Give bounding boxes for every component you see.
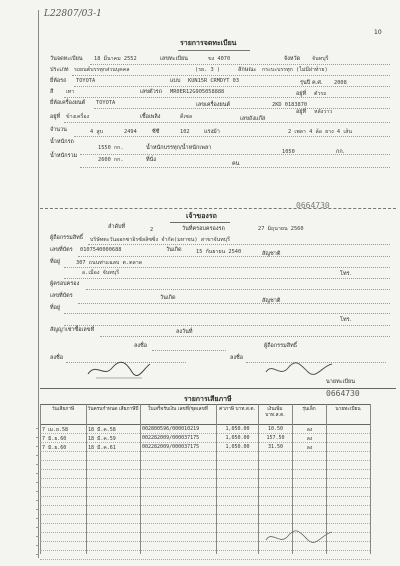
row6-dots bbox=[64, 122, 390, 123]
row-tick-mark bbox=[36, 500, 39, 501]
page-number: 10 bbox=[374, 29, 382, 36]
row-tick-mark bbox=[36, 446, 39, 447]
tax-cell-due: 18 มี.ค.58 bbox=[88, 427, 116, 433]
hp-label: แรงม้า bbox=[204, 129, 220, 135]
province-value: จันทบุรี bbox=[312, 56, 329, 62]
tax-table-top-border bbox=[40, 404, 370, 405]
registrar-label: นายทะเบียน bbox=[326, 379, 356, 385]
style-value: กระบะบรรทุก (ไม่มีฝาท้าย) bbox=[262, 67, 328, 73]
perforation-line bbox=[40, 208, 396, 209]
title-underline bbox=[178, 50, 250, 51]
tax-cell-date: 7 มิ.ย.60 bbox=[42, 445, 67, 451]
engine-no-label: เลขเครื่องยนต์ bbox=[196, 102, 231, 108]
tax-cell-extra: 31.50 bbox=[267, 444, 284, 450]
province-label: จังหวัด bbox=[284, 56, 301, 62]
tax-cell-tax: 1,050.00 bbox=[225, 426, 250, 432]
contract-label: สัญญาเช่าซื้อเลขที่ bbox=[50, 327, 95, 333]
id-dots bbox=[78, 256, 390, 257]
year-label: รุ่นปี ค.ศ. bbox=[300, 80, 323, 86]
brand-value: TOYOTA bbox=[76, 78, 96, 84]
address-dots1 bbox=[64, 267, 390, 268]
tax-cell-date: 7 มิ.ย.60 bbox=[42, 436, 67, 442]
tax-header-cell: นายทะเบียน bbox=[335, 407, 361, 412]
location1-label: อยู่ที่ bbox=[296, 91, 307, 97]
load-unit: กก. bbox=[336, 149, 345, 155]
row-tick-mark bbox=[36, 536, 39, 537]
chassis-value: MR0ER12G905058888 bbox=[170, 89, 225, 95]
color-label: สี bbox=[50, 89, 54, 95]
small-stamp-number: 0664730 bbox=[326, 389, 360, 398]
registration-title: รายการจดทะเบียน bbox=[180, 39, 237, 47]
row-tick-mark bbox=[36, 554, 39, 555]
location2-label: อยู่ที่ bbox=[296, 109, 307, 115]
acquire-date-value: 27 มิถุนายน 2560 bbox=[258, 226, 304, 232]
tax-cell-small: ลง bbox=[306, 445, 313, 451]
address-label: ที่อยู่ bbox=[50, 259, 61, 265]
birth-label: วันเกิด bbox=[166, 247, 182, 253]
row-tick-mark bbox=[36, 464, 39, 465]
tax-cell-due: 18 มี.ค.59 bbox=[88, 436, 116, 442]
tax-cell-extra: 157.50 bbox=[266, 435, 285, 441]
nationality-label: สัญชาติ bbox=[262, 251, 281, 257]
engine-no-value: 2KD 0183870 bbox=[272, 102, 308, 108]
engine-brand-value: TOYOTA bbox=[96, 100, 116, 106]
row2-dots bbox=[72, 75, 390, 76]
tax-title: รายการเสียภาษี bbox=[184, 395, 232, 403]
tax-header-cell: ค่าภาษี บาท.ส.ต. bbox=[219, 407, 255, 412]
tax-cell-extra: 10.50 bbox=[267, 426, 284, 432]
row-tick-mark bbox=[36, 518, 39, 519]
stamp-number: 0664730 bbox=[296, 201, 330, 210]
possessor-label: ผู้ครอบครอง bbox=[50, 281, 80, 287]
order-value: 2 bbox=[150, 227, 154, 233]
id2-dots bbox=[78, 303, 390, 304]
year-value: 2008 bbox=[334, 80, 347, 86]
address2-dots1 bbox=[64, 313, 390, 314]
address-dots2 bbox=[64, 278, 390, 279]
chassis-label: เลขตัวรถ bbox=[140, 89, 162, 95]
phone2-label: โทร. bbox=[340, 317, 352, 323]
plate-value: ขง 4070 bbox=[208, 56, 231, 62]
handwritten-reference: L22807/03-1 bbox=[44, 9, 102, 19]
load-label: น้ำหนักบรรทุก/น้ำหนักเพลา bbox=[146, 145, 212, 151]
row3-dots bbox=[74, 86, 390, 87]
tax-header-cell: รุ่นเล็ก bbox=[302, 407, 316, 412]
owner-title: เจ้าของรถ bbox=[186, 212, 217, 220]
cc-label: ซีซี bbox=[152, 129, 160, 135]
tax-header-cell: เงินเพิ่ม บาท.ส.ต. bbox=[265, 407, 285, 418]
birth-value: 15 กันยายน 2540 bbox=[196, 249, 242, 255]
left-border bbox=[38, 10, 39, 558]
row4-dots bbox=[64, 97, 390, 98]
holder-label: ผู้ถือกรรมสิทธิ์ bbox=[50, 235, 84, 241]
owner-title-underline bbox=[170, 222, 230, 223]
tax-cell-due: 18 มี.ค.61 bbox=[88, 445, 116, 451]
hp-value: 102 bbox=[180, 129, 190, 135]
row-tick-mark bbox=[36, 473, 39, 474]
row-tick-mark bbox=[36, 455, 39, 456]
row-tick-mark bbox=[36, 437, 39, 438]
tax-header-cell: วันครบกำหนด เสียภาษีปี bbox=[87, 407, 139, 412]
model-label: แบบ bbox=[170, 78, 181, 84]
model-value: KUN15R CRMDYT 03 bbox=[188, 78, 240, 84]
address2-dots2 bbox=[64, 325, 390, 326]
id-label: เลขที่บัตร bbox=[50, 247, 73, 253]
signature-registrar-icon bbox=[264, 360, 334, 380]
row-tick-mark bbox=[36, 545, 39, 546]
id-value: 0107540000688 bbox=[80, 247, 122, 253]
weight-value: 1550 กก. bbox=[98, 145, 124, 151]
holder-value: บริษัทตะวันออกซาอิรซัลลิซซิ่ง จำกัด(มหาชน) สาขาจันทบุรี bbox=[90, 237, 230, 243]
row-tick-mark bbox=[36, 527, 39, 528]
plate-label: เลขทะเบียน bbox=[160, 56, 188, 62]
contract-date-label: ลงวันที่ bbox=[176, 329, 193, 335]
location3-label: อยู่ที่ bbox=[50, 114, 61, 120]
fuel-label: เชื้อเพลิง bbox=[140, 114, 161, 120]
row7-dots bbox=[74, 136, 390, 137]
row1-dots bbox=[90, 64, 390, 65]
axle-value: 2 เพลา 4 ล้อ ยาง 4 เส้น bbox=[288, 129, 352, 135]
reg-date-label: วันจดทะเบียน bbox=[50, 56, 83, 62]
cc-value: 2494 bbox=[124, 129, 137, 135]
engine-brand-label: ยี่ห้อเครื่องยนต์ bbox=[50, 100, 86, 106]
row9-dots bbox=[80, 167, 390, 168]
gross-value: 2600 กก. bbox=[98, 157, 124, 163]
fuel-value: ดีเซล bbox=[180, 114, 193, 120]
load-value: 1050 bbox=[282, 149, 295, 155]
holder-dots bbox=[88, 244, 390, 245]
tax-cell-receipt: 002800596/000010219 bbox=[142, 426, 200, 432]
location2-value: หลังวาว bbox=[314, 109, 333, 115]
row-tick-mark bbox=[36, 509, 39, 510]
tax-cell-receipt: 002282009/000037175 bbox=[142, 444, 200, 450]
address-value: 307 ถนนท่าแฉลบ ต.ตลาด bbox=[76, 260, 143, 266]
tax-cell-receipt: 002282009/000037175 bbox=[142, 435, 200, 441]
tax-table-col-line bbox=[370, 404, 371, 554]
gross-label: น้ำหนักรวม bbox=[50, 153, 78, 159]
seat-unit: คน bbox=[232, 161, 240, 167]
cylinder-value: 4 สูบ bbox=[90, 129, 103, 135]
type-value: รถยนต์บรรทุกส่วนบุคคล bbox=[74, 67, 130, 73]
phone-label: โทร. bbox=[340, 271, 352, 277]
signature-right-icon bbox=[264, 528, 334, 548]
reg-date-value: 18 มีนาคม 2552 bbox=[94, 56, 137, 62]
sign-dots bbox=[152, 350, 226, 351]
row-tick-mark bbox=[36, 482, 39, 483]
tax-cell-date: 7 เม.ย.58 bbox=[42, 427, 68, 433]
address-value-line2: อ.เมือง จันทบุรี bbox=[82, 270, 120, 276]
row5-dots bbox=[94, 108, 390, 109]
sign2-label: ลงชื่อ bbox=[50, 355, 64, 361]
row-tick-mark bbox=[36, 491, 39, 492]
tax-cell-small: ลง bbox=[306, 436, 313, 442]
order-label: ลำดับที่ bbox=[108, 224, 126, 230]
id2-label: เลขที่บัตร bbox=[50, 293, 73, 299]
possessor-dots bbox=[86, 289, 390, 290]
nationality2-label: สัญชาติ bbox=[262, 298, 281, 304]
type-code-value: (รย. 3 ) bbox=[195, 67, 221, 73]
contract-dots bbox=[100, 336, 390, 337]
count-label: จำนวน bbox=[50, 127, 67, 133]
sign-holder-label: ผู้ถือกรรมสิทธิ์ bbox=[264, 343, 298, 349]
sign2b-label: ลงชื่อ bbox=[230, 355, 244, 361]
row8-dots bbox=[80, 154, 390, 155]
address2-label: ที่อยู่ bbox=[50, 305, 61, 311]
birth2-label: วันเกิด bbox=[160, 295, 176, 301]
signature-owner-icon bbox=[86, 358, 152, 382]
type-label: ประเภท bbox=[50, 67, 69, 73]
color-value: เทา bbox=[66, 89, 75, 95]
tax-header-cell: วันเสียภาษี bbox=[51, 407, 75, 412]
weight-label: น้ำหนักรถ bbox=[50, 139, 74, 145]
row-tick-mark bbox=[36, 428, 39, 429]
sign-label: ลงชื่อ bbox=[134, 343, 148, 349]
tax-cell-tax: 1,050.00 bbox=[225, 444, 250, 450]
location1-value: ตัวรถ bbox=[314, 91, 327, 97]
style-label: ลักษณะ bbox=[238, 67, 257, 73]
brand-label: ยี่ห้อรถ bbox=[50, 78, 67, 84]
seat-label: ที่นั่ง bbox=[146, 157, 157, 163]
table-row bbox=[40, 550, 370, 560]
tax-header-cell: ใบเสร็จรับเงิน เลขที่/ชุดเลขที่ bbox=[148, 407, 208, 412]
acquire-date-label: วันที่ครอบครองรถ bbox=[182, 226, 225, 232]
location3-value: ข้างเครื่อง bbox=[66, 114, 90, 120]
tax-cell-small: ลง bbox=[306, 427, 313, 433]
tank-label: เลขถังแก๊ส bbox=[240, 116, 266, 122]
tax-cell-tax: 1,050.00 bbox=[225, 435, 250, 441]
